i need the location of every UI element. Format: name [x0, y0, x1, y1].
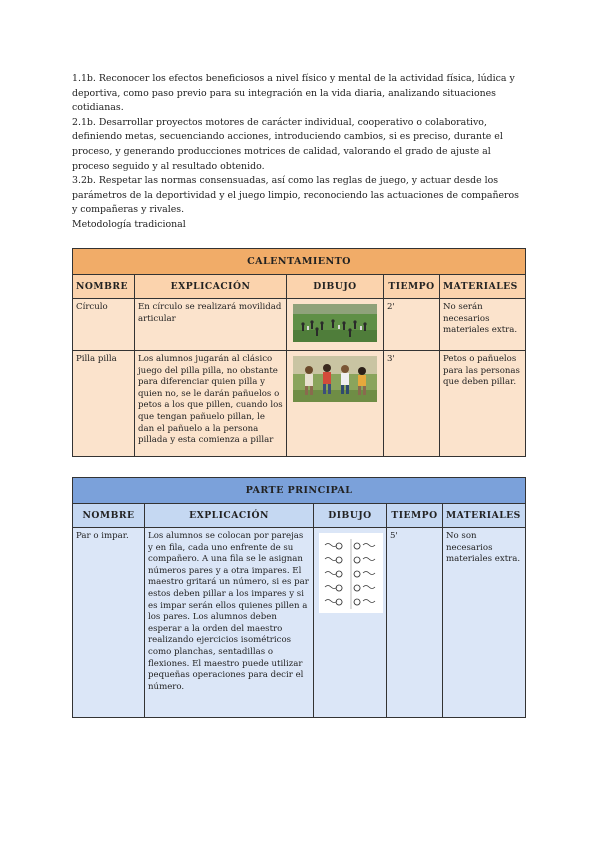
row-dibujo [287, 351, 384, 457]
row-materiales: No son necesarios materiales extra. [443, 528, 526, 718]
header-dibujo: DIBUJO [314, 504, 387, 528]
row-nombre: Par o impar. [73, 528, 145, 718]
header-explicacion: EXPLICACIÓN [145, 504, 314, 528]
row-explicacion: Los alumnos jugarán al clásico juego del pilla pilla, no obstante para diferenciar quien pilla y quien no, se le darán pañuelos o petos a los que pillen, cuando los que tengan pañuelo pillan, le dan el pañuelo a la persona pillada y esta comienza a pillar [135, 351, 287, 457]
row-tiempo: 5' [387, 528, 443, 718]
header-nombre: NOMBRE [73, 504, 145, 528]
header-tiempo: TIEMPO [384, 275, 440, 299]
row-dibujo [287, 299, 384, 351]
header-dibujo: DIBUJO [287, 275, 384, 299]
table-row [73, 299, 526, 351]
header-materiales: MATERIALES [440, 275, 526, 299]
row-explicacion: En círculo se realizará movilidad articular [135, 299, 287, 351]
main-part-title: PARTE PRINCIPAL [73, 478, 526, 504]
objective-3: 3.2b. Respetar las normas consensuadas, así como las reglas de juego, y actuar desde los parámetros de la deportividad y el juego limpio, reconociendo las actuaciones de compañeros y compañeras y rivales. [72, 175, 519, 216]
header-tiempo: TIEMPO [387, 504, 443, 528]
main-part-table [72, 477, 526, 718]
table-row [73, 528, 526, 718]
table-row [73, 351, 526, 457]
row-materiales: Petos o pañuelos para las personas que deben pillar. [440, 351, 526, 457]
row-explicacion: Los alumnos se colocan por parejas y en fila, cada uno enfrente de su compañero. A una fila se le asignan números pares y a otra impares. El maestro gritará un número, si es par estos deben pillar a los impares y si es impar serán ellos quienes pillen a los pares. Los alumnos deben esperar a la orden del maestro realizando ejercicios isométricos como planchas, sentadillas o flexiones. El maestro puede utilizar pequeñas operaciones para decir el número. [145, 528, 314, 718]
row-materiales: No serán necesarios materiales extra. [440, 299, 526, 351]
header-explicacion: EXPLICACIÓN [135, 275, 287, 299]
methodology-label: Metodología tradicional [72, 219, 186, 230]
kids-running-photo [293, 356, 377, 402]
header-materiales: MATERIALES [443, 504, 526, 528]
row-tiempo: 2' [384, 299, 440, 351]
row-tiempo: 3' [384, 351, 440, 457]
circle-field-photo [293, 304, 377, 342]
objective-1: 1.1b. Reconocer los efectos beneficiosos a nivel físico y mental de la actividad física, lúdica y deportiva, como paso previo para su integración en la vida diaria, analizando situaciones cotidianas. [72, 73, 515, 114]
warmup-title: CALENTAMIENTO [73, 249, 526, 275]
objective-2: 2.1b. Desarrollar proyectos motores de carácter individual, cooperativo o colaborativo, definiendo metas, secuenciando acciones, introduciendo cambios, si es preciso, durante el proceso, y generando producciones motrices de calidad, valorando el grado de ajuste al proceso seguido y al resultado obtenido. [72, 116, 503, 172]
header-nombre: NOMBRE [73, 275, 135, 299]
row-dibujo [314, 528, 387, 718]
row-nombre: Pilla pilla [73, 351, 135, 457]
row-nombre: Círculo [73, 299, 135, 351]
pairs-sketch-drawing [319, 533, 383, 613]
objectives-text [72, 72, 524, 218]
warmup-table [72, 248, 526, 457]
